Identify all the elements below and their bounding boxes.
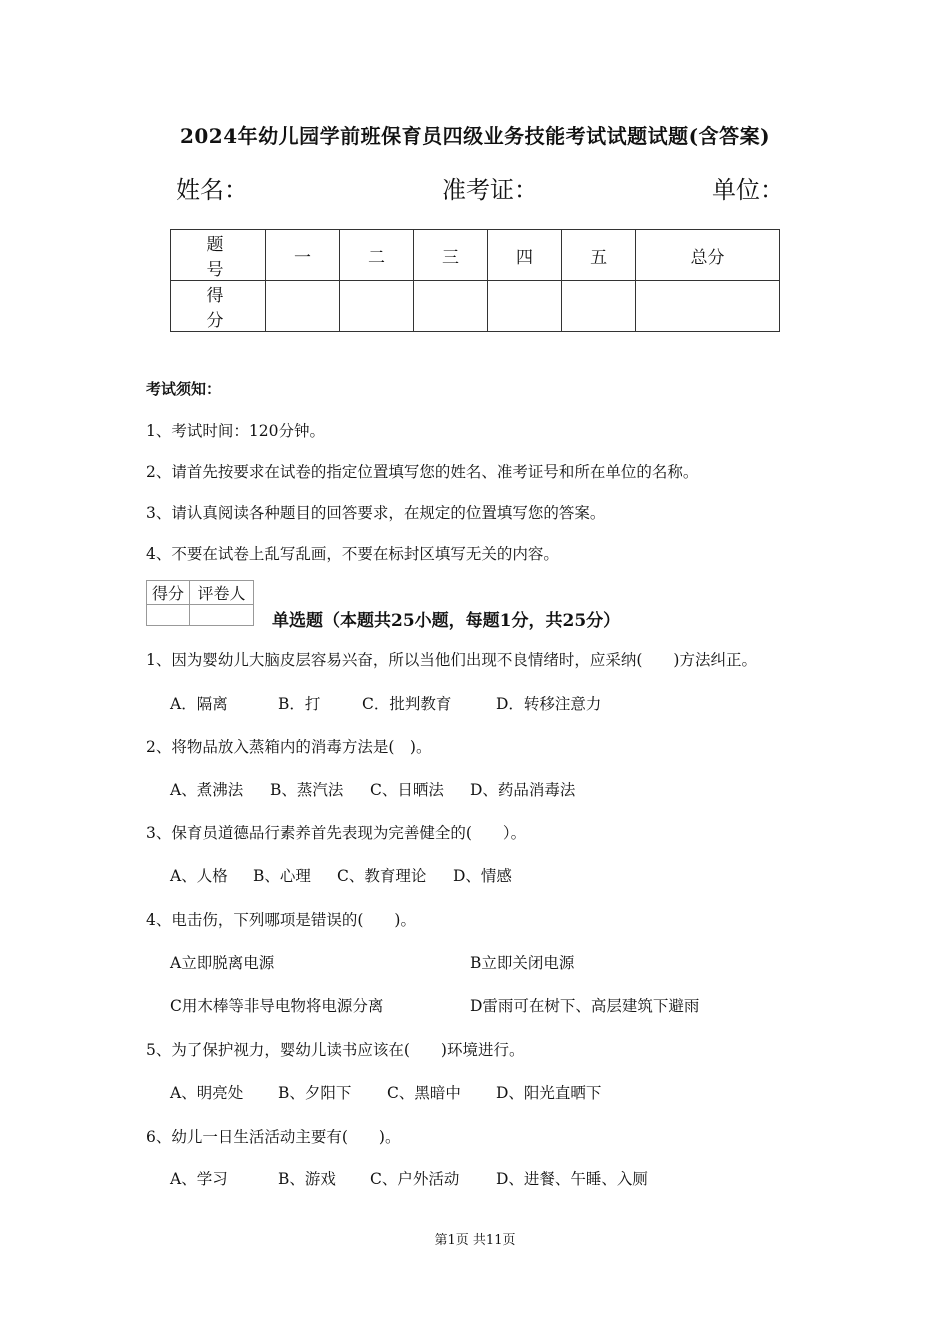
exam-title: 2024年幼儿园学前班保育员四级业务技能考试试题试题(含答案): [179, 124, 771, 148]
score-cell[interactable]: [488, 281, 562, 332]
grader-score-label: 得分: [147, 581, 190, 605]
question-number-header: 题 号: [171, 230, 266, 281]
grader-reviewer-label: 评卷人: [190, 581, 254, 605]
exam-number-label: 准考证：: [442, 176, 538, 204]
score-table: [170, 229, 780, 332]
notice-item: 1、考试时间：120分钟。: [146, 422, 325, 440]
question-stem: 4、电击伤，下列哪项是错误的( )。: [146, 911, 416, 929]
option: B、夕阳下: [278, 1084, 352, 1102]
score-cell[interactable]: [562, 281, 636, 332]
option: D、阳光直晒下: [496, 1084, 602, 1102]
option: B、游戏: [278, 1170, 336, 1188]
option: B立即关闭电源: [470, 954, 575, 972]
grader-box: [146, 580, 254, 626]
option: D、药品消毒法: [470, 781, 576, 799]
option: B．打: [278, 695, 321, 713]
option: B、心理: [253, 867, 311, 885]
name-label: 姓名：: [176, 176, 248, 204]
section-3-header: 三: [414, 230, 488, 281]
total-header: 总分: [636, 230, 780, 281]
option: D雷雨可在树下、高层建筑下避雨: [470, 997, 700, 1015]
score-table-score-row: [171, 281, 780, 332]
section-title: 单选题（本题共25小题，每题1分，共25分）: [272, 611, 621, 631]
score-table-header-row: [171, 230, 780, 281]
page-footer: 第1页 共11页: [434, 1233, 516, 1248]
question-stem: 6、幼儿一日生活活动主要有( )。: [146, 1128, 401, 1146]
question-stem: 2、将物品放入蒸箱内的消毒方法是( )。: [146, 738, 432, 756]
option: A立即脱离电源: [170, 954, 275, 972]
question-stem: 3、保育员道德品行素养首先表现为完善健全的( ）。: [146, 824, 527, 842]
score-row-label: 得 分: [171, 281, 266, 332]
option: C、日晒法: [370, 781, 444, 799]
section-4-header: 四: [488, 230, 562, 281]
option: A、人格: [170, 867, 228, 885]
notice-item: 4、不要在试卷上乱写乱画，不要在标封区填写无关的内容。: [146, 545, 559, 563]
option: D、进餐、午睡、入厕: [496, 1170, 648, 1188]
option: D、情感: [453, 867, 512, 885]
question-stem: 1、因为婴幼儿大脑皮层容易兴奋，所以当他们出现不良情绪时，应采纳( )方法纠正。: [146, 651, 757, 669]
unit-label: 单位：: [712, 176, 784, 204]
option: C、黑暗中: [387, 1084, 461, 1102]
option: A．隔离: [170, 695, 228, 713]
section-5-header: 五: [562, 230, 636, 281]
notice-item: 3、请认真阅读各种题目的回答要求，在规定的位置填写您的答案。: [146, 504, 606, 522]
section-2-header: 二: [340, 230, 414, 281]
option: C．批判教育: [362, 695, 452, 713]
option: C、教育理论: [337, 867, 427, 885]
score-cell[interactable]: [266, 281, 340, 332]
section-1-header: 一: [266, 230, 340, 281]
question-stem: 5、为了保护视力，婴幼儿读书应该在( )环境进行。: [146, 1041, 525, 1059]
grader-score-cell[interactable]: [147, 605, 190, 626]
notice-heading: 考试须知：: [146, 380, 222, 398]
option: A、明亮处: [170, 1084, 244, 1102]
option: B、蒸汽法: [270, 781, 344, 799]
grader-reviewer-cell[interactable]: [190, 605, 254, 626]
score-cell[interactable]: [414, 281, 488, 332]
option: A、学习: [170, 1170, 228, 1188]
option: C、户外活动: [370, 1170, 460, 1188]
option: D．转移注意力: [496, 695, 602, 713]
notice-item: 2、请首先按要求在试卷的指定位置填写您的姓名、准考证号和所在单位的名称。: [146, 463, 699, 481]
option: C用木棒等非导电物将电源分离: [170, 997, 384, 1015]
score-cell[interactable]: [340, 281, 414, 332]
option: A、煮沸法: [170, 781, 244, 799]
score-cell[interactable]: [636, 281, 780, 332]
